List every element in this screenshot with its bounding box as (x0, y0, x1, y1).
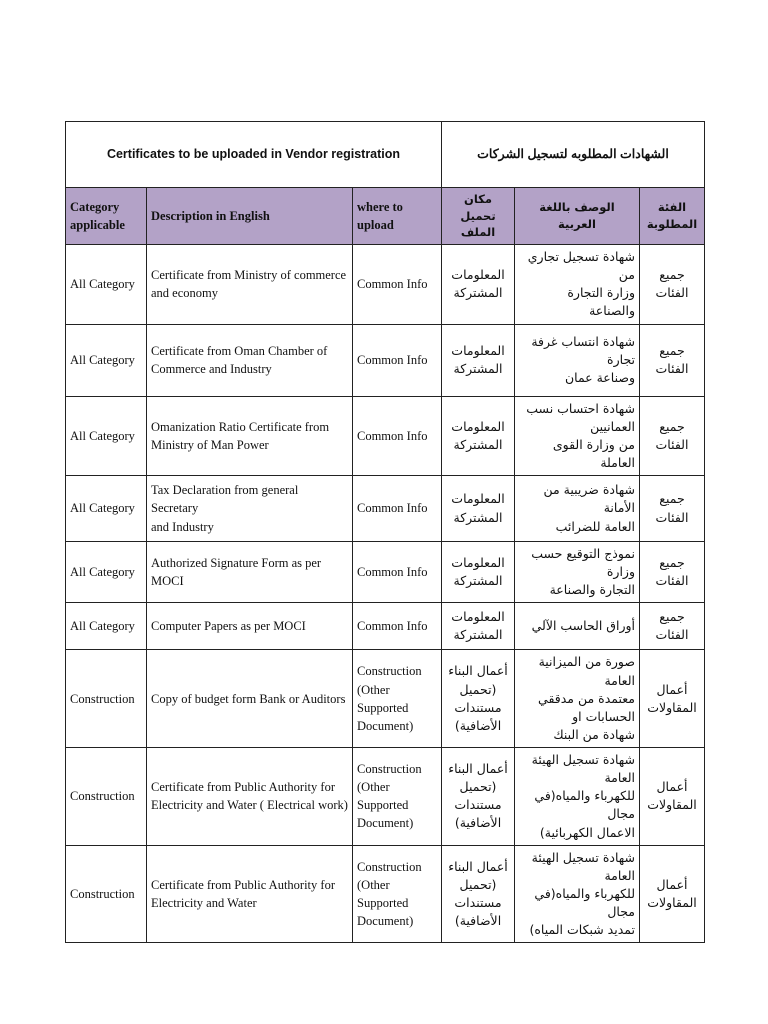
row-where: Common Info (353, 542, 442, 603)
row-where: Common Info (353, 603, 442, 650)
row-where-ar: المعلومات المشتركة (442, 245, 515, 325)
row-category-ar: جميع الفئات (640, 396, 705, 476)
header-category: Category applicable (66, 188, 147, 245)
row-category-ar: جميع الفئات (640, 476, 705, 542)
row-category-ar: جميع الفئات (640, 324, 705, 396)
row-category: All Category (66, 245, 147, 325)
table-row (66, 845, 705, 943)
header-description-en: Description in English (147, 188, 353, 245)
row-description: Authorized Signature Form as per MOCI (147, 542, 353, 603)
header-category-ar: الفئة المطلوبة (640, 188, 705, 245)
header-where: where to upload (353, 188, 442, 245)
row-description-ar: شهادة ضريبية من الأمانة العامة للضرائب (515, 476, 640, 542)
row-description-ar: نموذج التوقيع حسب وزارة التجارة والصناعة (515, 542, 640, 603)
table-row (66, 245, 705, 325)
row-category: All Category (66, 603, 147, 650)
header-row (66, 188, 705, 245)
row-description: Certificate from Public Authority for Electricity and Water ( Electrical work) (147, 748, 353, 846)
row-category: All Category (66, 476, 147, 542)
row-description: Computer Papers as per MOCI (147, 603, 353, 650)
row-category-ar: أعمال المقاولات (640, 845, 705, 943)
row-description-ar: شهادة تسجيل الهيئة العامة للكهرباء والمياه(في مجال تمديد شبكات المياه) (515, 845, 640, 943)
row-where-ar: المعلومات المشتركة (442, 603, 515, 650)
row-category: Construction (66, 845, 147, 943)
table-row (66, 476, 705, 542)
table-row (66, 396, 705, 476)
table-row (66, 324, 705, 396)
table-row (66, 542, 705, 603)
row-description: Tax Declaration from general Secretary and Industry (147, 476, 353, 542)
row-description-ar: شهادة احتساب نسب العمانيين من وزارة القوى العاملة (515, 396, 640, 476)
certificates-table (65, 121, 705, 943)
row-description: Certificate from Oman Chamber of Commerce and Industry (147, 324, 353, 396)
row-category-ar: جميع الفئات (640, 542, 705, 603)
row-category-ar: أعمال المقاولات (640, 748, 705, 846)
row-category: Construction (66, 748, 147, 846)
table-row (66, 603, 705, 650)
row-where: Construction (Other Supported Document) (353, 845, 442, 943)
row-where-ar: المعلومات المشتركة (442, 476, 515, 542)
row-where: Common Info (353, 245, 442, 325)
table-row (66, 650, 705, 748)
title-arabic: الشهادات المطلوبه لتسجيل الشركات (442, 122, 705, 188)
header-where-ar: مكان تحميل الملف (442, 188, 515, 245)
table-row (66, 748, 705, 846)
row-where: Construction (Other Supported Document) (353, 650, 442, 748)
row-description: Certificate from Ministry of commerce and economy (147, 245, 353, 325)
row-description-ar: صورة من الميزانية العامة معتمدة من مدققي الحسابات او شهادة من البنك (515, 650, 640, 748)
row-where: Common Info (353, 324, 442, 396)
row-category: All Category (66, 324, 147, 396)
row-category-ar: أعمال المقاولات (640, 650, 705, 748)
row-description: Omanization Ratio Certificate from Ministry of Man Power (147, 396, 353, 476)
row-where: Common Info (353, 396, 442, 476)
title-english: Certificates to be uploaded in Vendor registration (66, 122, 442, 188)
row-description-ar: أوراق الحاسب الآلي (515, 603, 640, 650)
row-where-ar: المعلومات المشتركة (442, 324, 515, 396)
row-category-ar: جميع الفئات (640, 245, 705, 325)
row-category: All Category (66, 542, 147, 603)
title-row (66, 122, 705, 188)
row-description: Copy of budget form Bank or Auditors (147, 650, 353, 748)
table-body (66, 122, 705, 943)
row-where-ar: أعمال البناء (تحميل مستندات الأضافية) (442, 748, 515, 846)
row-where-ar: أعمال البناء (تحميل مستندات الأضافية) (442, 650, 515, 748)
row-where-ar: أعمال البناء (تحميل مستندات الأضافية) (442, 845, 515, 943)
row-where-ar: المعلومات المشتركة (442, 542, 515, 603)
row-description: Certificate from Public Authority for Electricity and Water (147, 845, 353, 943)
row-where: Construction (Other Supported Document) (353, 748, 442, 846)
row-where: Common Info (353, 476, 442, 542)
row-category: All Category (66, 396, 147, 476)
row-where-ar: المعلومات المشتركة (442, 396, 515, 476)
row-description-ar: شهادة انتساب غرفة تجارة وصناعة عمان (515, 324, 640, 396)
row-category-ar: جميع الفئات (640, 603, 705, 650)
header-description-ar: الوصف باللغة العربية (515, 188, 640, 245)
row-description-ar: شهادة تسجيل الهيئة العامة للكهرباء والمياه(في مجال الاعمال الكهربائية) (515, 748, 640, 846)
row-category: Construction (66, 650, 147, 748)
row-description-ar: شهادة تسجيل تجاري من وزارة التجارة والصناعة (515, 245, 640, 325)
